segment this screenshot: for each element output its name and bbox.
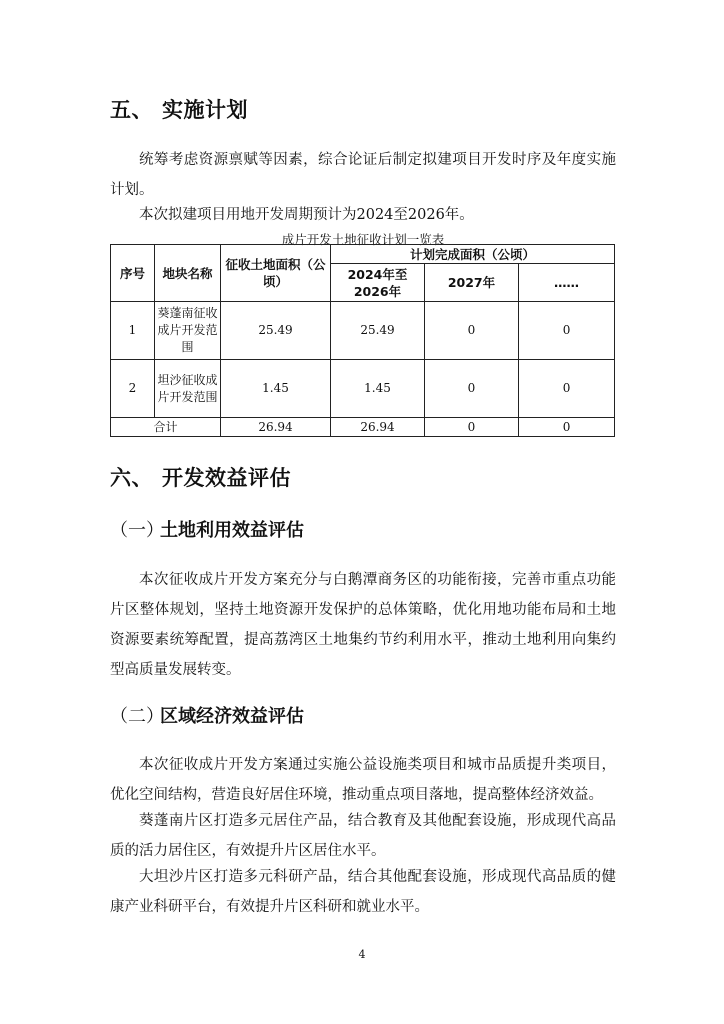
table-row bbox=[111, 360, 615, 418]
section-heading-implementation-plan bbox=[110, 94, 248, 124]
paragraph-kuipeng-south: 葵蓬南片区打造多元居住产品，结合教育及其他配套设施，形成现代高品质的活力居住区，有效提升片区居住水平。 bbox=[110, 813, 616, 859]
paragraph-development-period: 本次拟建项目用地开发周期预计为2024至2026年。 bbox=[139, 207, 474, 223]
cell-total-area: 26.94 bbox=[221, 418, 331, 437]
cell-more: 0 bbox=[519, 360, 615, 418]
subsection-number: （一） bbox=[110, 520, 164, 541]
section-heading-benefit-evaluation bbox=[110, 462, 291, 492]
table-caption: 成片开发土地征收计划一览表 bbox=[281, 232, 445, 247]
header-2024-2026: 2024年至2026年 bbox=[331, 264, 425, 302]
table-total-row bbox=[111, 418, 615, 437]
cell-2024-2026: 1.45 bbox=[331, 360, 425, 418]
subsection-title: 土地利用效益评估 bbox=[160, 520, 304, 541]
cell-total-2027: 0 bbox=[425, 418, 519, 437]
section-number: 五、 bbox=[110, 98, 153, 122]
cell-seq: 2 bbox=[111, 360, 155, 418]
cell-2027: 0 bbox=[425, 360, 519, 418]
subsection-heading-land-use bbox=[110, 516, 304, 542]
paragraph-economic-benefit: 本次征收成片开发方案通过实施公益设施类项目和城市品质提升类项目，优化空间结构，营造良好居住环境，推动重点项目落地，提高整体经济效益。 bbox=[110, 757, 616, 803]
cell-more: 0 bbox=[519, 302, 615, 360]
paragraph-datansha: 大坦沙片区打造多元科研产品，结合其他配套设施，形成现代高品质的健康产业科研平台，有效提升片区科研和就业水平。 bbox=[110, 869, 616, 915]
page-number: 4 bbox=[358, 948, 366, 961]
cell-total-label: 合计 bbox=[111, 418, 221, 437]
cell-area: 1.45 bbox=[221, 360, 331, 418]
header-seq: 序号 bbox=[111, 245, 155, 302]
section-number: 六、 bbox=[110, 466, 153, 490]
header-ellipsis: …… bbox=[519, 264, 615, 302]
cell-2027: 0 bbox=[425, 302, 519, 360]
cell-plot-name: 葵蓬南征收成片开发范围 bbox=[155, 302, 221, 360]
table-row bbox=[111, 302, 615, 360]
section-title: 实施计划 bbox=[162, 98, 248, 122]
table-header-row bbox=[111, 245, 615, 264]
cell-total-2024-2026: 26.94 bbox=[331, 418, 425, 437]
paragraph-plan-intro: 统筹考虑资源禀赋等因素，综合论证后制定拟建项目开发时序及年度实施计划。 bbox=[110, 152, 616, 198]
subsection-heading-economic bbox=[110, 702, 304, 728]
cell-seq: 1 bbox=[111, 302, 155, 360]
header-planned-area: 计划完成面积（公顷） bbox=[331, 245, 615, 264]
header-2027: 2027年 bbox=[425, 264, 519, 302]
land-acquisition-plan-table bbox=[110, 244, 615, 437]
cell-area: 25.49 bbox=[221, 302, 331, 360]
header-plot-name: 地块名称 bbox=[155, 245, 221, 302]
paragraph-land-use-benefit: 本次征收成片开发方案充分与白鹅潭商务区的功能衔接，完善市重点功能片区整体规划，坚持土地资源开发保护的总体策略，优化用地功能布局和土地资源要素统筹配置，提高荔湾区土地集约节约利用水平，推动土地利用向集约型高质量发展转变。 bbox=[110, 572, 616, 678]
subsection-number: （二） bbox=[110, 706, 164, 727]
subsection-title: 区域经济效益评估 bbox=[160, 706, 304, 727]
section-title: 开发效益评估 bbox=[162, 466, 291, 490]
header-acquisition-area: 征收土地面积（公顷） bbox=[221, 245, 331, 302]
cell-total-more: 0 bbox=[519, 418, 615, 437]
cell-2024-2026: 25.49 bbox=[331, 302, 425, 360]
cell-plot-name: 坦沙征收成片开发范围 bbox=[155, 360, 221, 418]
